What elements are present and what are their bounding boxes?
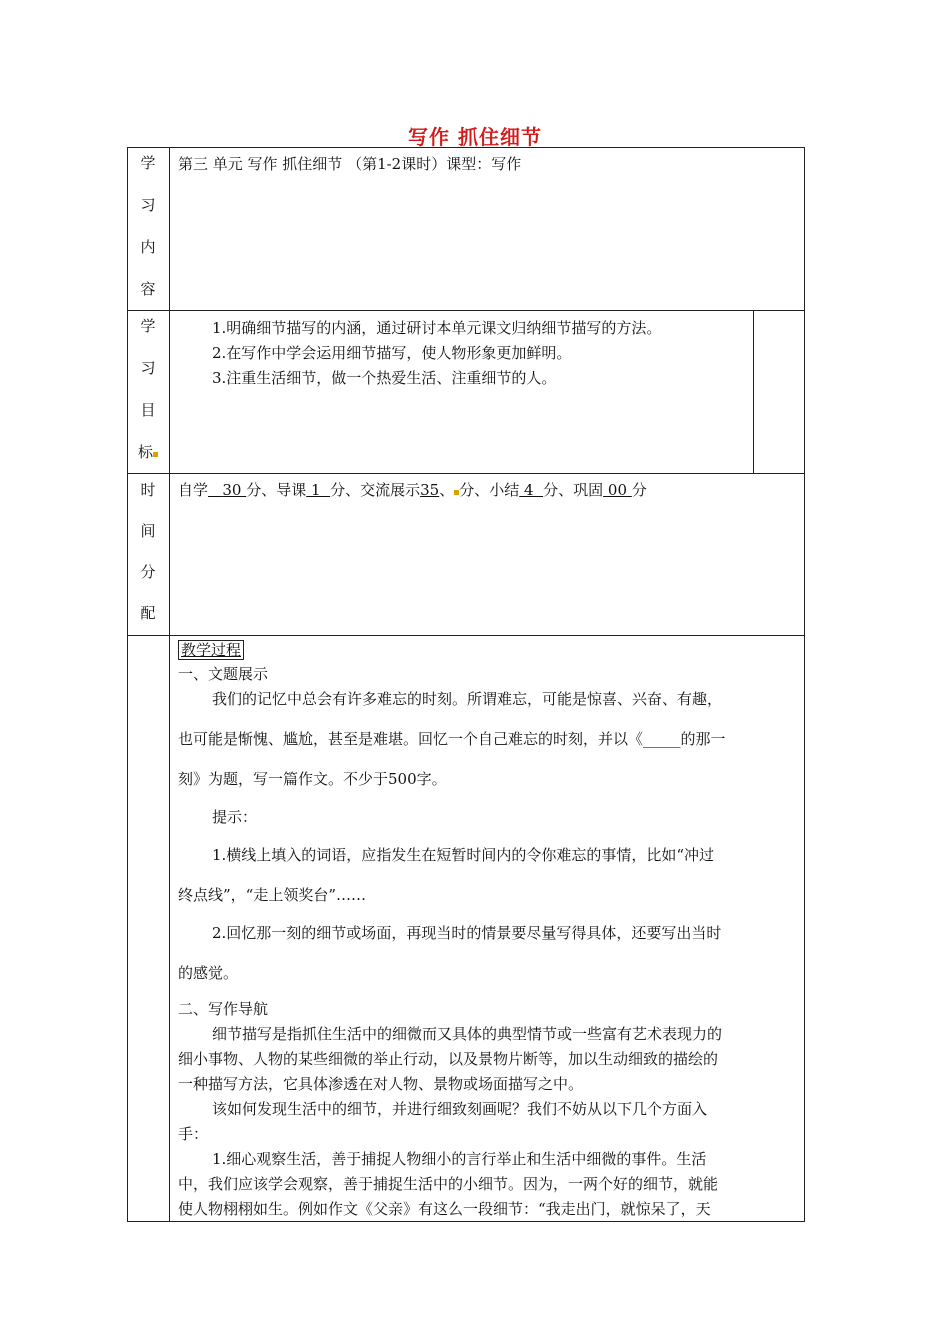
goal-item: 3.注重生活细节，做一个热爱生活、注重细节的人。 <box>212 369 557 387</box>
self-study-value: 30 <box>222 481 242 499</box>
exchange-minutes: 35 <box>420 481 440 499</box>
goal-label-char: 目 <box>140 401 156 419</box>
goal-item: 2.在写作中学会运用细节描写，使人物形象更加鲜明。 <box>212 344 572 362</box>
goal-label-char <box>127 441 169 462</box>
label-column-divider <box>169 147 170 1221</box>
paragraph-line: 该如何发现生活中的细节，并进行细致刻画呢？我们不妨从以下几个方面入 <box>212 1100 708 1118</box>
goal-label-last: 标 <box>137 443 153 461</box>
row-divider-3 <box>127 635 804 636</box>
paragraph-line: 一种描写方法，它具体渗透在对人物、景物或场面描写之中。 <box>178 1075 584 1093</box>
edit-mark-icon <box>153 452 158 457</box>
paragraph-line: 细节描写是指抓住生活中的细微而又具体的典型情节或一些富有艺术表现力的 <box>212 1025 723 1043</box>
document-title: 写作 抓住细节 <box>408 125 542 149</box>
process-heading <box>178 639 244 660</box>
exchange-label: 分、交流展示 <box>330 481 421 499</box>
guide-minutes <box>306 481 330 499</box>
content-label-char: 学 <box>140 154 156 172</box>
consolidate-value: 00 <box>607 481 627 499</box>
paragraph-line: 的感觉。 <box>178 964 239 982</box>
paragraph-line: 刻》为题，写一篇作文。不少于500字。 <box>178 770 447 788</box>
section-heading: 一、文题展示 <box>178 665 269 683</box>
goal-side-divider <box>753 310 754 473</box>
end-label: 分 <box>631 481 647 499</box>
summary-value: 4 <box>524 481 534 499</box>
paragraph-line: 也可能是惭愧、尴尬，甚至是难堪。回忆一个自己难忘的时刻，并以《_____的那一 <box>178 730 726 748</box>
time-label-char: 分 <box>140 563 156 581</box>
paragraph-line: 1.横线上填入的词语，应指发生在短暂时间内的令你难忘的事情，比如“冲过 <box>212 846 714 864</box>
section-heading: 二、写作导航 <box>178 1000 269 1018</box>
paragraph-line: 细小事物、人物的某些细微的举止行动，以及景物片断等，加以生动细致的描绘的 <box>178 1050 719 1068</box>
consolidate-minutes <box>603 481 632 499</box>
time-label-char: 配 <box>140 604 156 622</box>
row-divider-1 <box>127 310 804 311</box>
guide-value: 1 <box>311 481 321 499</box>
paragraph-line: 2.回忆那一刻的细节或场面，再现当时的情景要尽量写得具体，还要写出当时 <box>212 924 722 942</box>
hint-label: 提示： <box>212 808 258 826</box>
paragraph-line: 我们的记忆中总会有许多难忘的时刻。所谓难忘，可能是惊喜、兴奋、有趣， <box>212 690 723 708</box>
time-label-char: 时 <box>140 481 156 499</box>
self-study-minutes <box>208 481 246 499</box>
goal-item: 1.明确细节描写的内涵，通过研讨本单元课文归纳细节描写的方法。 <box>212 319 662 337</box>
process-heading-text: 教学过程 <box>178 640 244 660</box>
paragraph-line: 中，我们应该学会观察，善于捕捉生活中的小细节。因为，一两个好的细节，就能 <box>178 1175 719 1193</box>
time-label-char: 间 <box>140 522 156 540</box>
content-label-char: 内 <box>140 238 156 256</box>
goal-label-char: 学 <box>140 317 156 335</box>
row-divider-2 <box>127 473 804 474</box>
consolidate-label: 分、巩固 <box>543 481 604 499</box>
time-allocation <box>178 479 647 500</box>
summary-minutes <box>519 481 543 499</box>
separator: 、 <box>439 481 455 499</box>
content-label-char: 容 <box>140 280 156 298</box>
goal-label-char: 习 <box>140 359 156 377</box>
guide-label: 分、导课 <box>246 481 307 499</box>
paragraph-line: 1.细心观察生活，善于捕捉人物细小的言行举止和生活中细微的事件。生活 <box>212 1150 707 1168</box>
self-study-label: 自学 <box>178 481 209 499</box>
paragraph-line: 终点线”，“走上领奖台”…… <box>178 886 367 904</box>
summary-label: 分、小结 <box>459 481 520 499</box>
paragraph-line: 手： <box>178 1125 209 1143</box>
content-label-char: 习 <box>140 196 156 214</box>
paragraph-line: 使人物栩栩如生。例如作文《父亲》有这么一段细节：“我走出门，就惊呆了，天 <box>178 1200 711 1218</box>
lesson-content-text: 第三 单元 写作 抓住细节 （第1-2课时）课型：写作 <box>178 155 522 173</box>
